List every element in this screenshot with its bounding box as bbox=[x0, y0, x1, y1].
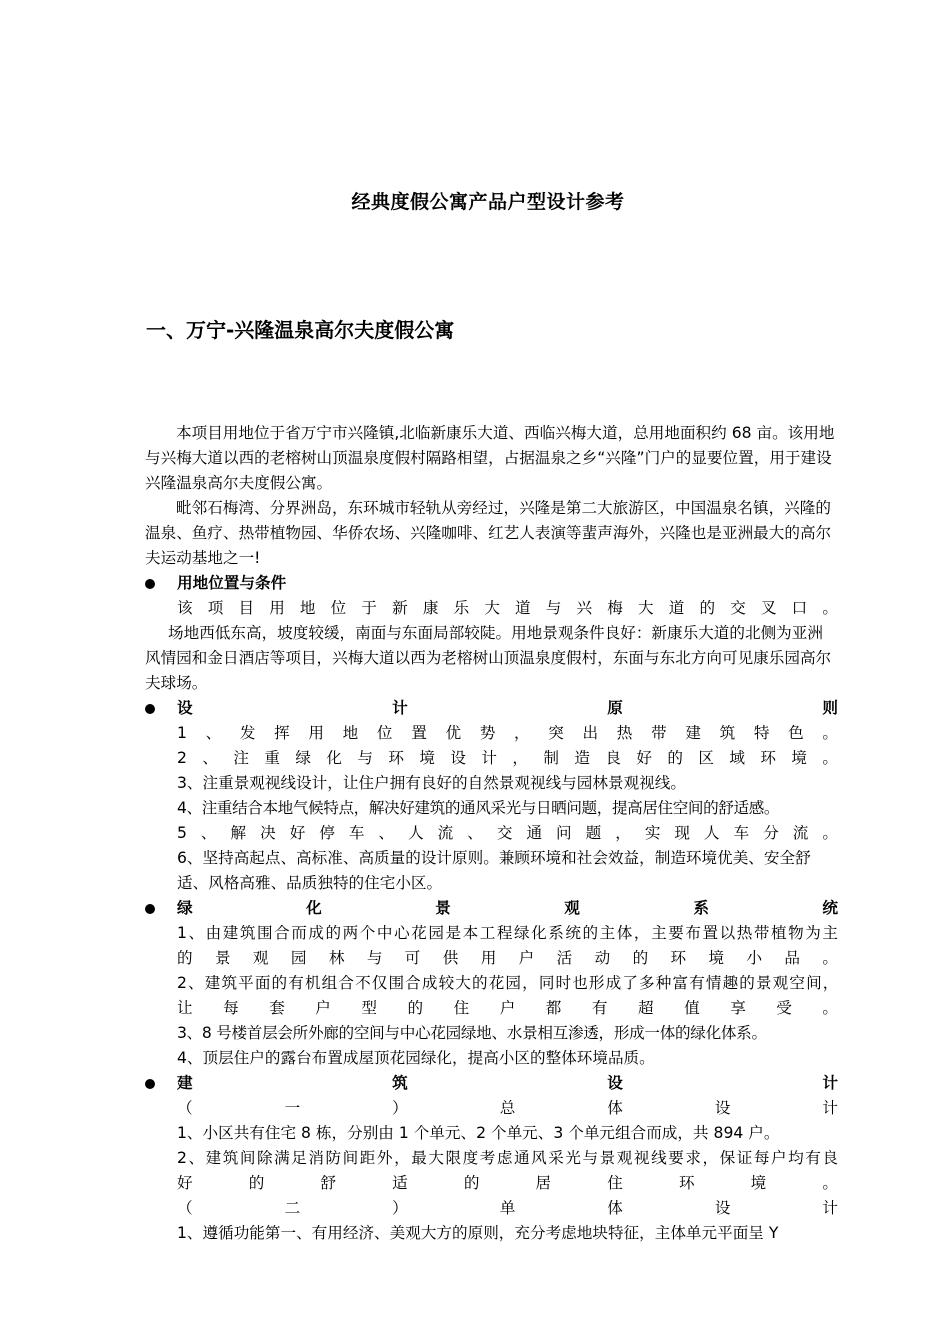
architecture-heading bbox=[145, 1071, 838, 1096]
principle-item: 1、发挥用地位置优势，突出热带建筑特色。 bbox=[177, 724, 838, 742]
intro-paragraph-1: 本项目用地位于省万宁市兴隆镇,北临新康乐大道、西临兴梅大道，总用地面积约 68 亩。该用地与兴梅大道以西的老榕树山顶温泉度假村隔路相望，占据温泉之乡“兴隆”门户的显要位置，用于建设兴隆温泉高尔夫度假公寓。 bbox=[145, 424, 835, 492]
architecture-item: 2、建筑间除满足消防间距外，最大限度考虑通风采光与景观视线要求，保证每户均有良 bbox=[177, 1149, 838, 1167]
architecture-item: 1、小区共有住宅 8 栋，分别由 1 个单元、2 个单元、3 个单元组合而成，共 894 户。 bbox=[177, 1124, 780, 1142]
principle-item: 5、解决好停车、人流、交通问题，实现人车分流。 bbox=[177, 824, 838, 842]
architecture-subheading: （一）总体设计 bbox=[177, 1099, 838, 1117]
architecture-heading-text: 建筑设计 bbox=[177, 1074, 838, 1092]
bullet-icon bbox=[145, 579, 155, 589]
site-heading-text: 用地位置与条件 bbox=[177, 574, 287, 592]
intro-paragraph-2: 毗邻石梅湾、分界洲岛，东环城市轻轨从旁经过，兴隆是第二大旅游区，中国温泉名镇，兴隆的温泉、鱼疗、热带植物园、华侨农场、兴隆咖啡、红艺人表演等蜚声海外，兴隆也是亚洲最大的高尔夫运动基地之一! bbox=[145, 499, 832, 567]
principle-item: 4、注重结合本地气候特点，解决好建筑的通风采光与日晒问题，提高居住空间的舒适感。 bbox=[177, 799, 780, 817]
architecture-item: 好的舒适的居住环境。 bbox=[177, 1174, 838, 1192]
architecture-subheading: （二）单体设计 bbox=[177, 1199, 838, 1217]
principle-item: 3、注重景观视线设计，让住户拥有良好的自然景观视线与园林景观视线。 bbox=[177, 774, 686, 792]
site-heading bbox=[145, 571, 838, 596]
document-title: 经典度假公寓产品户型设计参考 bbox=[351, 191, 625, 213]
bullet-icon bbox=[145, 704, 155, 714]
landscape-heading-text: 绿化景观系统 bbox=[177, 899, 838, 917]
landscape-heading bbox=[145, 896, 838, 921]
document-body bbox=[145, 421, 838, 1246]
landscape-item: 的景观园林与可供用户活动的环境小品。 bbox=[177, 949, 838, 967]
principles-heading bbox=[145, 696, 838, 721]
landscape-item: 3、8 号楼首层会所外廊的空间与中心花园绿地、水景相互渗透，形成一体的绿化体系。 bbox=[177, 1024, 767, 1042]
architecture-item: 1、遵循功能第一、有用经济、美观大方的原则，充分考虑地块特征，主体单元平面呈 Y bbox=[177, 1224, 779, 1242]
site-paragraph: 场地西低东高，坡度较缓，南面与东面局部较陡。用地景观条件良好：新康乐大道的北侧为亚洲风情园和金日酒店等项目，兴梅大道以西为老榕树山顶温泉度假村，东面与东北方向可见康乐园高尔夫球场。 bbox=[145, 624, 832, 692]
bullet-icon bbox=[145, 904, 155, 914]
site-line: 该项目用地位于新康乐大道与兴梅大道的交叉口。 bbox=[177, 599, 838, 617]
principle-item: 6、坚持高起点、高标准、高质量的设计原则。兼顾环境和社会效益，制造环境优美、安全舒适、风格高雅、品质独特的住宅小区。 bbox=[177, 849, 811, 892]
principles-heading-text: 设计原则 bbox=[177, 699, 838, 717]
bullet-icon bbox=[145, 1079, 155, 1089]
landscape-item: 1、由建筑围合而成的两个中心花园是本工程绿化系统的主体，主要布置以热带植物为主 bbox=[177, 924, 838, 942]
section-heading: 一、万宁-兴隆温泉高尔夫度假公寓 bbox=[146, 318, 455, 342]
landscape-item: 2、建筑平面的有机组合不仅围合成较大的花园，同时也形成了多种富有情趣的景观空间， bbox=[177, 974, 838, 992]
landscape-item: 让每套户型的住户都有超值享受。 bbox=[177, 999, 838, 1017]
landscape-item: 4、顶层住户的露台布置成屋顶花园绿化，提高小区的整体环境品质。 bbox=[177, 1049, 655, 1067]
principle-item: 2、注重绿化与环境设计，制造良好的区域环境。 bbox=[177, 749, 838, 767]
